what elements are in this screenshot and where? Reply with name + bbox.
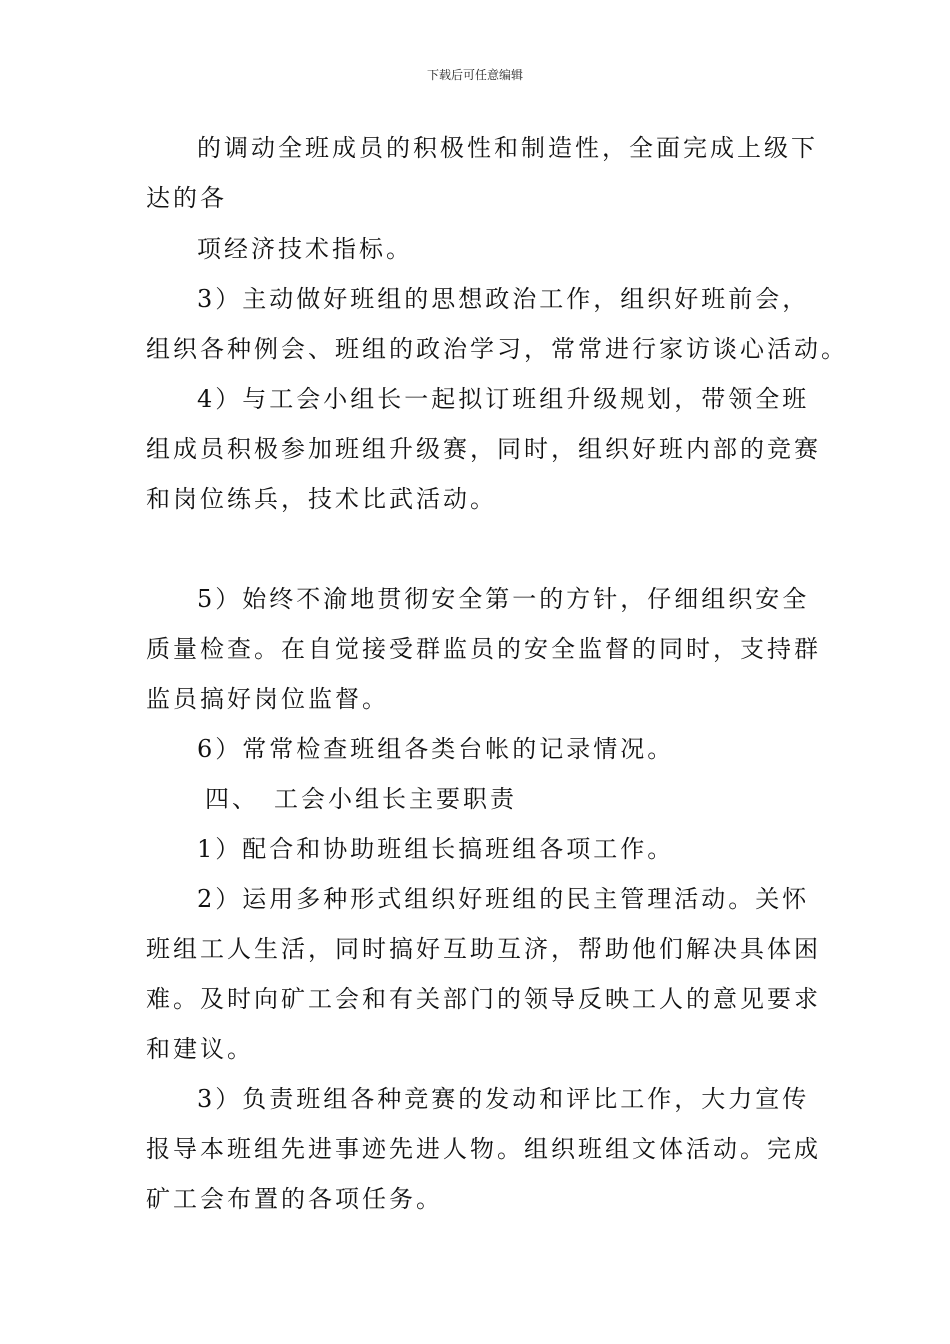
text-line: 3）主动做好班组的思想政治工作，组织好班前会，	[197, 285, 810, 313]
text-line: 报导本班组先进事迹先进人物。组织班组文体活动。完成	[146, 1135, 821, 1163]
text-line: 2）运用多种形式组织好班组的民主管理活动。关怀	[197, 885, 810, 913]
text-line: 监员搞好岗位监督。	[146, 685, 389, 713]
text-line: 难。及时向矿工会和有关部门的领导反映工人的意见要求	[146, 985, 821, 1013]
section-heading: 四、 工会小组长主要职责	[205, 785, 517, 813]
page-header: 下载后可任意编辑	[426, 68, 523, 82]
text-line: 1）配合和协助班组长搞班组各项工作。	[197, 835, 675, 863]
text-line: 达的各	[146, 184, 227, 212]
text-line: 组织各种例会、班组的政治学习，常常进行家访谈心活动。	[146, 335, 848, 363]
text-line: 矿工会布置的各项任务。	[146, 1185, 443, 1213]
text-line: 项经济技术指标。	[197, 235, 413, 263]
text-line: 4）与工会小组长一起拟订班组升级规划，带领全班	[197, 385, 810, 413]
text-line: 组成员积极参加班组升级赛，同时，组织好班内部的竞赛	[146, 435, 821, 463]
text-line: 的调动全班成员的积极性和制造性，全面完成上级下	[197, 134, 818, 162]
text-line: 5）始终不渝地贯彻安全第一的方针，仔细组织安全	[197, 585, 810, 613]
text-line: 质量检查。在自觉接受群监员的安全监督的同时，支持群	[146, 635, 821, 663]
text-line: 3）负责班组各种竞赛的发动和评比工作，大力宣传	[197, 1085, 810, 1113]
text-line: 6）常常检查班组各类台帐的记录情况。	[197, 735, 675, 763]
text-line: 和建议。	[146, 1035, 254, 1063]
text-line: 班组工人生活，同时搞好互助互济，帮助他们解决具体困	[146, 935, 821, 963]
text-line: 和岗位练兵，技术比武活动。	[146, 485, 497, 513]
